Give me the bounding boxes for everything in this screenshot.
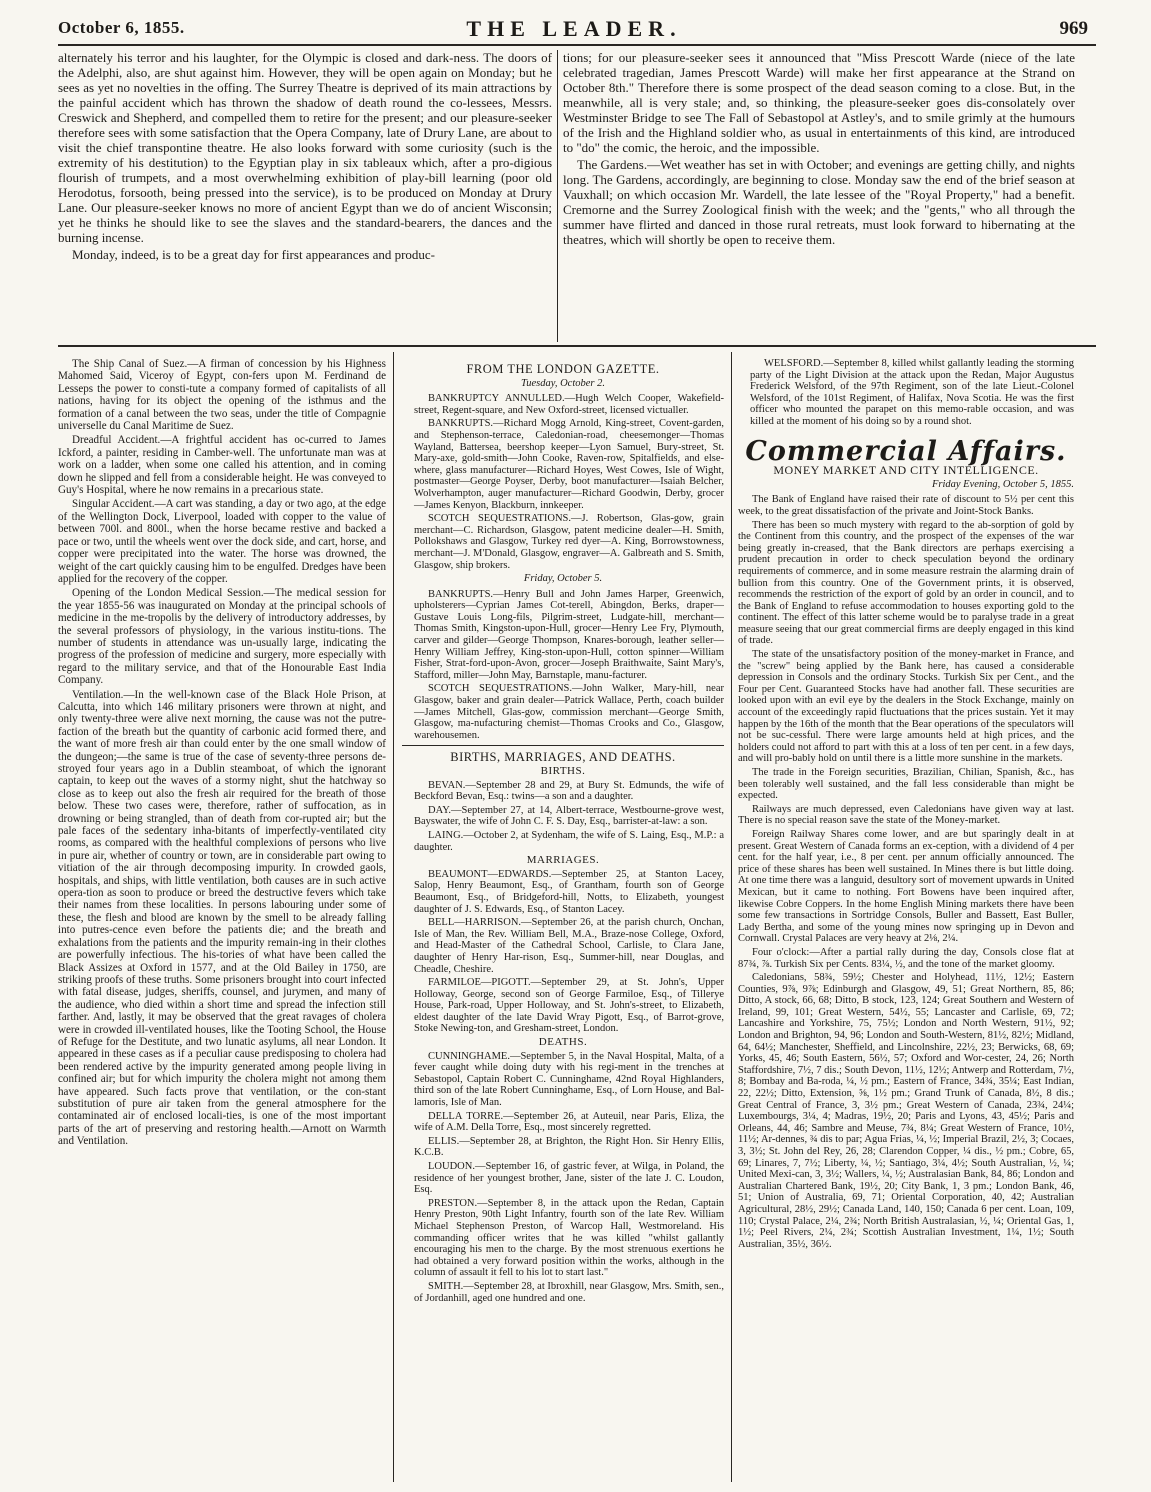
top-left-column (58, 50, 552, 342)
market-paragraph: The trade in the Foreign securities, Brazilian, Chilian, Spanish, &c., has been tolerably well sustained, and the fall less considerable than might be expected. (738, 767, 1074, 802)
gazette-heading: FROM THE LONDON GAZETTE. (466, 362, 660, 376)
header-rule (58, 44, 1096, 46)
dreadful-accident-paragraph: Dreadful Accident.—A frightful accident has oc-curred to James Ickford, a painter, residing in Camber-well. The unfortunate man was at work on a ladder, when some one called his attention, and in coming down he slipped and fell from a considerable height. He was conveyed to Guy's Hospital, where he now remains in a precarious state. (58, 434, 386, 497)
theatre-text-3: tions; for our pleasure-seeker sees it announced that "Miss Prescott Warde (niece of the late celebrated tragedian, James Prescott Warde) will make her first appearance at the Strand on October 8th." Therefore there is some prospect of the dead season coming to a close. But, in the meanwhile, all is very stale; and, so thinking, the pleasure-seeker goes dis-consolately over Westminster Bridge to see The Fall of Sebastopol at Astley's, and to smile grimly at the humours of the Irish and the Highland soldier who, as usual in entertainments of this kind, are introduced to "do" the comic, the heroic, and the impossible. (563, 50, 1075, 155)
market-paragraph: The Bank of England have raised their rate of discount to 5½ per cent this week, to the great dissatisfaction of the private and Joint-Stock Banks. (738, 494, 1074, 517)
marriage-notice: BEAUMONT—EDWARDS.—September 25, at Stanton Lacey, Salop, Henry Beaumont, Esq., of Grantham, fourth son of George Beaumont, Esq., of Bridgeford-hill, Notts, to Elizabeth, youngest daughter of J. S. Edwards, Esq., of Stanton Lacey. (414, 868, 724, 915)
death-notice: DELLA TORRE.—September 26, at Auteuil, near Paris, Eliza, the wife of A.M. Della Torre, Esq., most sincerely regretted. (414, 1110, 724, 1134)
gazette-entry: SCOTCH SEQUESTRATIONS.—J. Robertson, Glas-gow, grain merchant—C. Richardson, Glasgow, patent medicine dealer—H. Smith, Pollokshaws and Glasgow, Turkey red dyer—A. King, Borrowstowness, merchant—J. M'Donald, Glasgow, engraver—A. Galbreath and S. Smith, Glasgow, ship brokers. (414, 513, 724, 571)
gardens-text: The Gardens.—Wet weather has set in with October; and evenings are getting chilly, and nights long. The Gardens, accordingly, are beginning to close. Monday saw the end of the brief season at Vauxhall; on which occasion Mr. Wardell, the late lessee of the "Royal Property," had a benefit. Cremorne and the Surrey Zoological finish with the week; and the "gents," who all through the summer have flirted and danced in those rural retreats, must look forward to hibernating at the theatres, which will shortly be open to receive them. (563, 157, 1075, 247)
theatre-text-1: alternately his terror and his laughter, for the Olympic is closed and dark-ness. The doors of the Adelphi, also, are shut against him. However, they will be open again on Monday; but he sees as yet no novelties in the offing. The Surrey Theatre is deprived of its main attractions by the painful accident which has thrown the shadow of death round the co-lessees, Messrs. Creswick and Shepherd, and compelled them to retire for the present; and our pleasure-seeker therefore sees with some satisfaction that the Opera Company, late of Drury Lane, are about to visit the chief transpontine theatre. He also looks forward with some curiosity (such is the extremity of his destitution) to the Egyptian play in six tableaux which, after a pro-digious flourish of trumpets, and a most overwhelming exhibition of play-bill learning (poor old Herodotus, forsooth, being pressed into the service), is to be produced on Monday at Drury Lane. Our pleasure-seeker knows no more of ancient Egypt than we do of ancient Wisconsin; yet he thinks he should like to see the slaves and the standard-bearers, the dances and the burning incense. (58, 50, 552, 245)
market-paragraph: The state of the unsatisfactory position of the money-market in France, and the "screw" being applied by the Bank here, has caused a considerable depression in Consols and the ordinary Stocks. Turkish Six per Cent., and the Four per Cent. Guaranteed Stocks have had another fall. These securities are looked upon with an evil eye by the dealers in the Stock Exchange, mainly on account of the exceedingly rapid fluctuations that the prices sustain. Yet it may happen by the 16th of the month that the Bear operations of the speculators will not be suc-cessful. There were large amounts held at high prices, and the holders could not afford to part with this at a loss of ten per cent. in a few days, and will pro-bably hold on until there is a little more sunshine in the markets. (738, 649, 1074, 765)
market-date: Friday Evening, October 5, 1855. (931, 478, 1074, 490)
deaths-heading: DEATHS. (538, 1036, 588, 1049)
gazette-entry: BANKRUPTS.—Henry Bull and John James Harper, Greenwich, upholsterers—Cyprian James Cot-terell, Abingdon, Berks, draper—Gustave Louis Long-fils, Pilgrim-street, Ludgate-hill, merchant—Thomas Smith, Kingston-upon-Hull, grocer—Henry Lee Fry, Plymouth, carver and gilder—George Thompson, Knares-borough, leather seller—Henry William Jeffrey, King-ston-upon-Hull, cotton spinner—William Fisher, Strat-ford-upon-Avon, grocer—Joseph Braithwaite, Saint Mary's, Stafford, miller—John May, Barnstaple, manu-facturer. (414, 588, 724, 681)
top-column-rule (557, 50, 558, 342)
death-notice: CUNNINGHAME.—September 5, in the Naval Hospital, Malta, of a fever caught while doing duty with his regi-ment in the trenches at Sebastopol, Captain Robert C. Cunninghame, 42nd Royal Highlanders, third son of the late Robert Cunninghame, Esq., of Lorn House, and Bal-lamoris, Isle of Man. (414, 1050, 724, 1109)
birth-notice: DAY.—September 27, at 14, Albert-terrace, Westbourne-grove west, Bayswater, the wife of John C. F. S. Day, Esq., barrister-at-law: a son. (414, 804, 724, 828)
commerce-column (738, 358, 1074, 1476)
death-notice: LOUDON.—September 16, of gastric fever, at Wilga, in Poland, the residence of her youngest brother, Jane, sister of the late J. C. Loudon, Esq. (414, 1161, 724, 1196)
death-notice: WELSFORD.—September 8, killed whilst gallantly leading the storming party of the Light Division at the attack upon the Redan, Major Augustus Frederick Welsford, of the 97th Regiment, son of the late Lieut.-Colonel Welsford, of the 101st Regiment, of Halifax, Nova Scotia. He was the first officer who mounted the parapet on this memo-rable occasion, and was killed at the moment of his doing so by a round shot. (750, 358, 1074, 427)
marriage-notice: BELL—HARRISON.—September 26, at the parish church, Onchan, Isle of Man, the Rev. William Bell, M.A., Braze-nose College, Oxford, and Head-Master of the Cathedral School, Carlisle, to Clara Jane, daughter of Henry Har-rison, Esq., Summer-hill, near Douglas, and Cheadle, Cheshire. (414, 917, 724, 975)
gazette-entry: SCOTCH SEQUESTRATIONS.—John Walker, Mary-hill, near Glasgow, baker and grain dealer—Patrick Wallace, Perth, coach builder—James Mitchell, Glas-gow, commission merchant—George Smith, Glasgow, ma-nufacturing chemist—Thomas Crooks and Co., Glasgow, warehousemen. (414, 683, 724, 741)
death-notice: SMITH.—September 28, at Ibroxhill, near Glasgow, Mrs. Smith, sen., of Jordanhill, aged one hundred and one. (414, 1280, 724, 1304)
ventilation-paragraph: Ventilation.—In the well-known case of the Black Hole Prison, at Calcutta, into which 146 military prisoners were thrown at night, and only twenty-three were alive next morning, the cause was not the putre-faction of the breath but the quantity of carbonic acid formed there, and the want of more fresh air than could enter by the one small window of the dungeon;—the same is true of the case of seventy-three persons de-stroyed four years ago in a Dublin steamboat, of which the ignorant captain, to keep out the waves of a stormy night, shut the hatchway so close as to keep out also the fresh air required for the breath of those below. These two cases were, therefore, rather of suffocation, as in drowning or being strangled, than of death from cor-rupted air; but the pale faces of the sedentary inha-bitants of imperfectly-ventilated city rooms, as compared with the healthful complexions of persons who live in pure air, whether of country or town, are in considerable part owing to vitiation of the air through decomposing impurity. In crowded gaols, hospitals, and ships, with little ventilation, both causes are in such active opera-tion as soon to produce or breed the destructive fevers which take their names from these localities. In persons labouring under some of these, the flesh and blood are known by the smell to be already falling into putres-cence even before the patients die; and the breath and exhalations from the patients and the impurity remain-ing in their clothes are powerfully infectious. The his-tories of what have been called the Black Assizes at Oxford in 1577, and at the Old Bailey in 1750, are striking proofs of these truths. Some prisoners brought into court infected with fatal disease, judges, sheriffs, counsel, and jurymen, and many of the audience, who died within a short time and spread the infection still farther. And, lastly, it may be observed that the great ravages of cholera were in crowded ill-ventilated houses, like the Tooting School, the House of Refuge for the Destitute, and two lunatic asylums, all near London. It appeared in these cases as if a peculiar cause predisposing to cholera had been rendered active by the impurity generated among people living in confined air; but for which impurity the cholera might not among them have appeared. Such facts prove that ventilation, or the con-stant substitution of pure air taken from the general atmosphere for the contaminated air of enclosed locali-ties, is one of the most important parts of the art of preserving and restoring health.—Arnott on Warmth and Ventilation. (58, 688, 386, 1148)
section-rule (58, 345, 1096, 347)
gazette-date-friday: Friday, October 5. (523, 573, 603, 585)
masthead-title: THE LEADER. (466, 16, 682, 41)
news-column (58, 358, 386, 1476)
theatre-text-2: Monday, indeed, is to be a great day for first appearances and produc- (72, 247, 436, 262)
column-rule-1 (393, 352, 394, 1482)
bmd-heading: BIRTHS, MARRIAGES, AND DEATHS. (450, 750, 676, 765)
issue-date: October 6, 1855. (58, 18, 185, 37)
medical-session-paragraph: Opening of the London Medical Session.—The medical session for the year 1855-56 was inaugurated on Monday at the principal schools of medicine in the me-tropolis by the delivery of introductory addresses, by the several professors of physiology, in the various institu-tions. The number of students in attendance was un-usually large, indicating the progress of the profession of medicine and surgery, more especially with regard to the military service, and that of the Honourable East India Company. (58, 587, 386, 687)
column-rule-2 (731, 352, 732, 1482)
suez-canal-paragraph: The Ship Canal of Suez.—A firman of concession by his Highness Mahomed Said, Viceroy of Egypt, con-fers upon M. Ferdinand de Lesseps the power to consti-tute a company formed of capitalists of all nations, having for its object the opening of the isthmus and the formation of a canal between the two seas, under the title of Compagnie universelle du Canal Maritime de Suez. (58, 358, 386, 433)
money-market-heading: MONEY MARKET AND CITY INTELLIGENCE. (773, 463, 1039, 478)
market-paragraph: Foreign Railway Shares come lower, and are but sparingly dealt in at present. Great Western of Canada forms an ex-ception, with a dividend of 4 per cent. for the half year, i.e., 8 per cent. per annum officially announced. The price of these shares has been well sustained. In Mines there is but little doing. At one time there was a languid, desultory sort of movement upwards in United Mexican, but it came to nothing. Fort Bowens have been inquired after, likewise Cobre Coppers. In the home English Mining markets there have been some few transactions in Sortridge Consols, Buller and Bassett, East Buller, Lady Bertha, and some of the young mines now springing up in Devon and Cornwall. Crystal Palaces are very heavy at 2⅛, 2¼. (738, 828, 1074, 945)
singular-accident-paragraph: Singular Accident.—A cart was standing, a day or two ago, at the edge of the Wellington Dock, Liverpool, loaded with copper to the value of between 700l. and 800l., when the horse became restive and backed a pace or two, until the wheels went over the dock side, and cart, horse, and copper were precipitated into the water. The horse was drowned, the weight of the cart quickly causing him to be engulfed. Dredges have been applied for the recovery of the copper. (58, 498, 386, 585)
death-notice: ELLIS.—September 28, at Brighton, the Right Hon. Sir Henry Ellis, K.C.B. (414, 1135, 724, 1159)
divider (402, 745, 724, 746)
death-notice: PRESTON.—September 8, in the attack upon the Redan, Captain Henry Preston, 90th Light Infantry, fourth son of the late Rev. William Michael Stephenson Preston, of Warcop Hall, Westmoreland. His commanding officer writes that he was killed "whilst gallantly encouraging his men to the charge. By the most strenuous exertions he had obtained a very forward position within the works, although in the column of assault it fell to his lot to start last." (414, 1197, 724, 1279)
gazette-date-tuesday: Tuesday, October 2. (521, 377, 605, 389)
birth-notice: BEVAN.—September 28 and 29, at Bury St. Edmunds, the wife of Beckford Bevan, Esq.: twins—a son and a daughter. (414, 779, 724, 803)
page-number: 969 (1059, 18, 1088, 39)
gazette-entry: BANKRUPTS.—Richard Mogg Arnold, King-street, Covent-garden, and Stephenson-terrace, Caledonian-road, cheesemonger—Thomas Wayland, Battersea, beershop keeper—Lyon Samuel, Bury-street, St. Mary-axe, gold-smith—John Cooke, Raven-row, Spitalfields, and else-where, glass manufacturer—Richard Hoyes, West Cowes, Isle of Wight, postmaster—George Poyser, Derby, boot manufacturer—Isaiah Belcher, Wolverhampton, auger manufacturer—Richard Goodwin, Derby, grocer—James Kenyon, Blackburn, innkeeper. (414, 418, 724, 511)
share-prices-list: Caledonians, 58¾, 59½; Chester and Holyhead, 11½, 12½; Eastern Counties, 9⅞, 9⅞; Edinburgh and Glasgow, 49, 51; Great Northern, 85, 86; Ditto, A stock, 66, 68; Ditto, B stock, 123, 124; Great Southern and Western of Ireland, 99, 101; Great Western, 54½, 55; Lancaster and Carlisle, 69, 72; Lancashire and Yorkshire, 75, 75½; London and North Western, 91½, 92; London and Brighton, 94, 96; London and South-Western, 81½, 82½; Midland, 64, 64½; Manchester, Sheffield, and Lincolnshire, 22½, 23; Berwicks, 68, 69; Yorks, 45, 46; South Eastern, 56½, 57; Oxford and Wor-cester, 24, 26; North Staffordshire, 7½, 7 dis.; South Devon, 11½, 12½; Antwerp and Rotterdam, 7½, 8; Bombay and Ba-roda, ¼, ½ pm.; Eastern of France, 34¾, 35¼; East Indian, 22, 22½; Ditto, Extension, ⅝, 1½ pm.; Grand Trunk of Canada, 8½, 8 dis.; Great Central of France, 3, 3½ pm.; Great Western of Canada, 23¾, 24¼; Luxembourgs, 3¼, 4; Madras, 19½, 20; Paris and Lyons, 43, 45½; Paris and Orleans, 44, 46; Sambre and Meuse, 7¾, 8¼; Great Western of France, 10½, 11½; Ar-dennes, ¾ dis to par; Agua Frias, ¼, ½; Imperial Brazil, 2½, 3; Cocaes, 3, 3½; St. John del Rey, 26, 28; Clarendon Copper, ¼ dis., ½ pm.; Cobre, 65, 69; Linares, 7, 7½; Liberty, ¼, ½; Santiago, 3¼, 4½; South Australian, ½, ¼; United Mexi-can, 3, 3½; Wallers, ¼, ½; Australasian Bank, 84, 86; London and Australian Chartered Bank, 19½, 20; City Bank, 1, 3 pm.; London Bank, 46, 51; Union of Australia, 69, 71; Oriental Corporation, 40, 42; Australian Agricultural, 28½, 29½; Canada Land, 140, 150; Canada 6 per cent. Loan, 109, 110; Crystal Palace, 2¼, 2¾; North British Australasian, ½, ¼; Oriental Gas, 1, 1½; Peel Rivers, 2¼, 2¾; Scottish Australian Investment, 1¼, 1½; South Australian, 35½, 36½. (738, 972, 1074, 1250)
marriages-heading: MARRIAGES. (526, 854, 600, 867)
birth-notice: LAING.—October 2, at Sydenham, the wife of S. Laing, Esq., M.P.: a daughter. (414, 829, 724, 853)
commercial-affairs-heading: Commercial Affairs. (745, 435, 1067, 467)
market-paragraph: Four o'clock:—After a partial rally during the day, Consols close flat at 87¾, ⅞. Turkish Six per Cents. 83¼, ½, and the tone of the market gloomy. (738, 946, 1074, 970)
market-paragraph: Railways are much depressed, even Caledonians have given way at last. There is no special reason save the state of the Money-market. (738, 803, 1074, 827)
marriage-notice: FARMILOE—PIGOTT.—September 29, at St. John's, Upper Holloway, George, second son of George Farmiloe, Esq., of Tillerye House, Park-road, Upper Holloway, and St. John's-street, to Elizabeth, eldest daughter of the late David Wray Pigott, Esq., of Barrot-grove, Stoke Newing-ton, and Gresham-street, London. (414, 977, 724, 1035)
gazette-entry: BANKRUPTCY ANNULLED.—Hugh Welch Cooper, Wakefield-street, Regent-square, and New Oxford-street, licensed victualler. (414, 393, 724, 416)
births-heading: BIRTHS. (540, 765, 586, 777)
gazette-column (402, 358, 724, 1476)
market-paragraph: There has been so much mystery with regard to the ab-sorption of gold by the Continent from this country, and the prospect of the expenses of the war being greatly in-creased, that the Bank directors are perhaps exercising a prudent precaution in order to check speculation beyond the ordinary requirements of commerce, and in some measure restrain the alarming drain of bullion from this country. One of the Government prints, it is observed, recommends the restriction of the export of gold by an order in council, and to the Bank of England to refuse accommodation to houses exporting gold to the continent. The effect of this latter scheme would be to paralyse trade in a great measure seeing that our great commercial firms are deeply engaged in this kind of trade. (738, 519, 1074, 647)
page-header (36, 16, 1112, 42)
top-right-column (563, 50, 1075, 342)
